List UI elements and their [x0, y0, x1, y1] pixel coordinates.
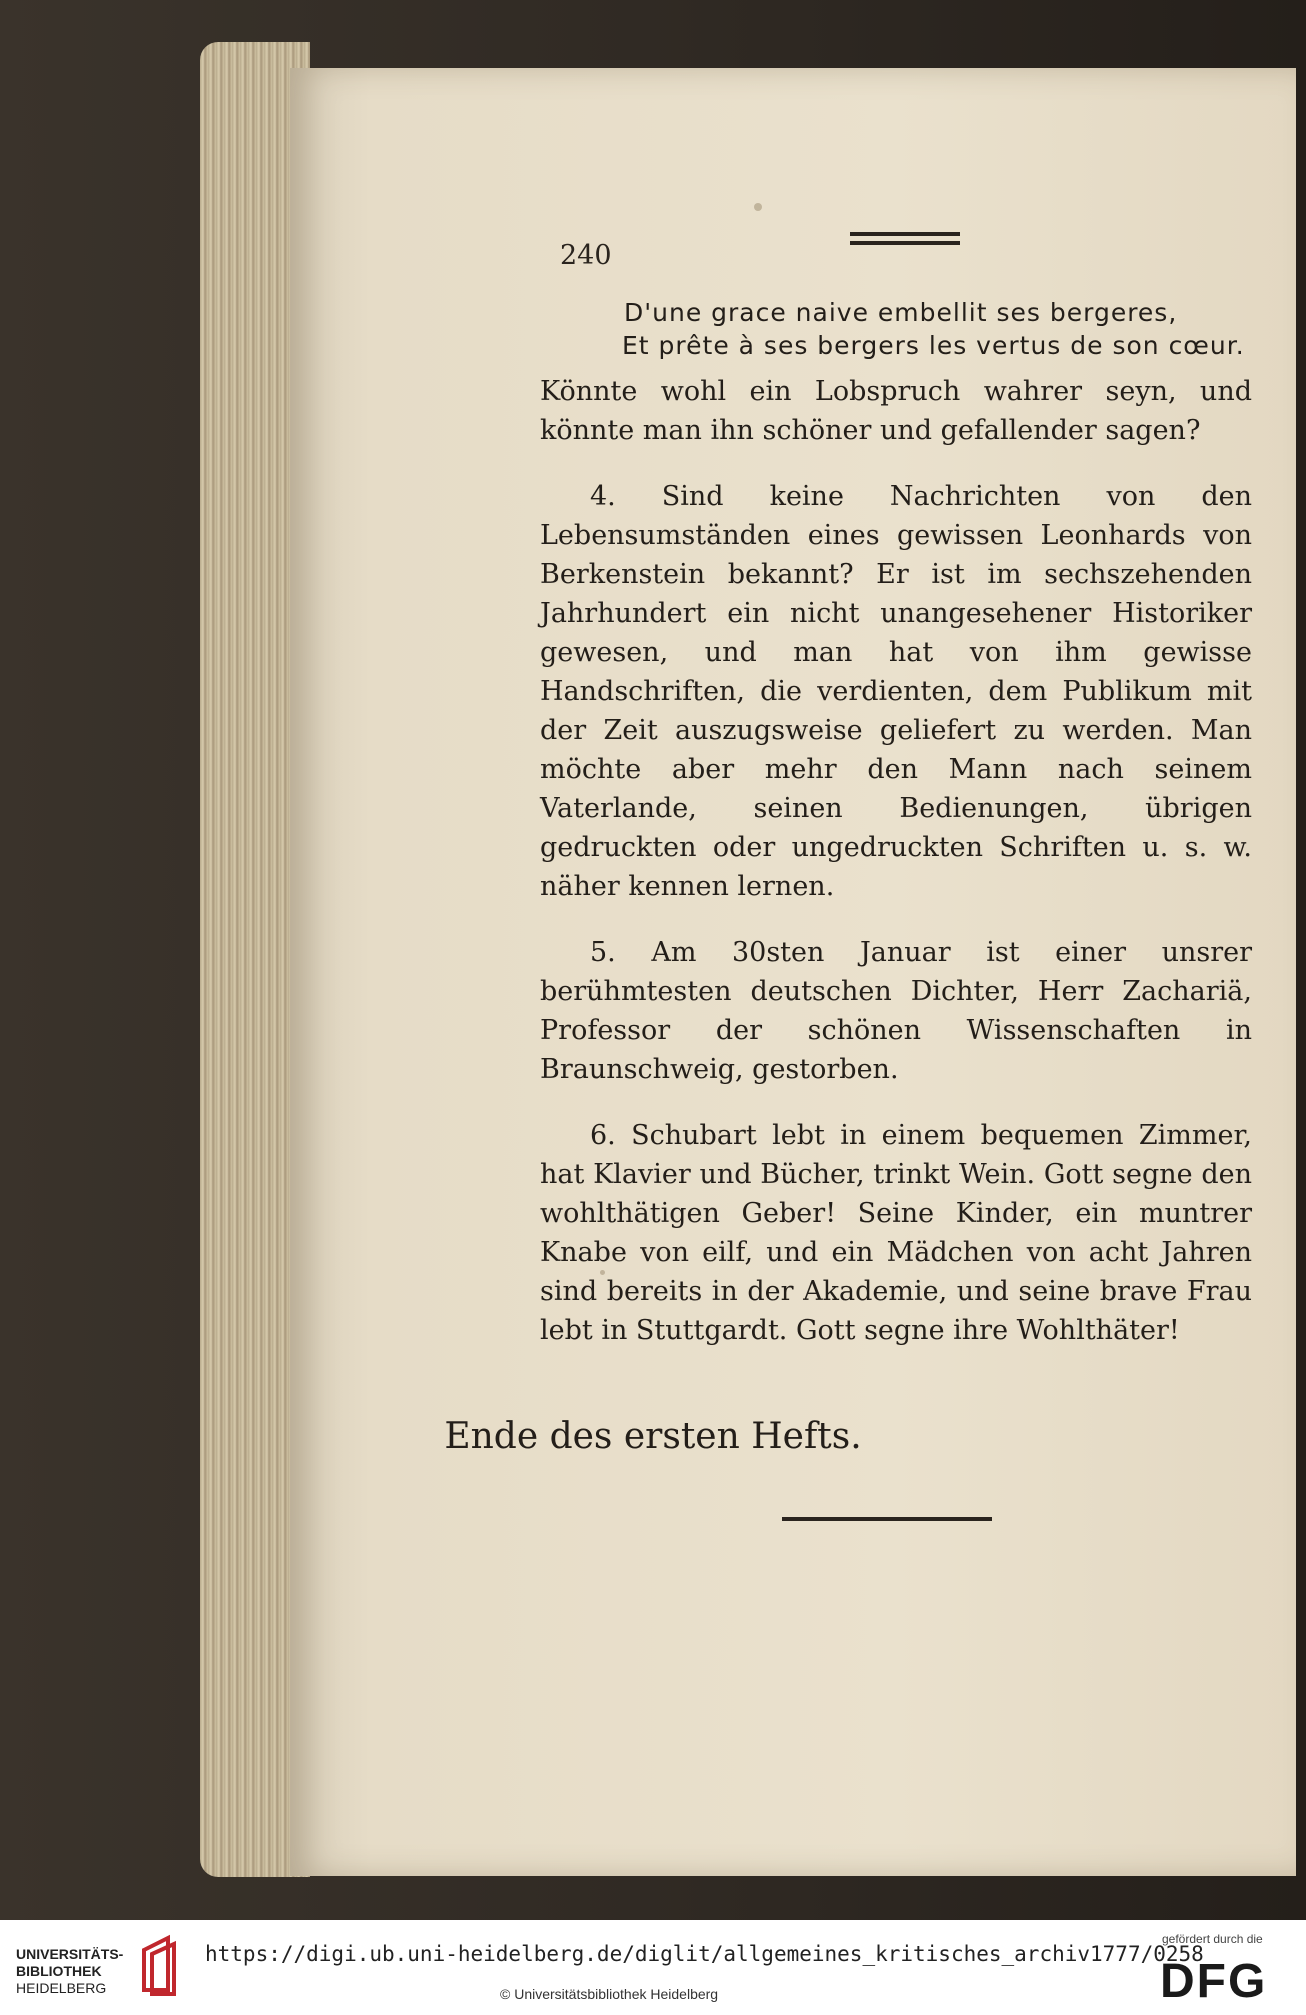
- closing-line: Ende des ersten Hefts.: [444, 1416, 862, 1457]
- library-line: UNIVERSITÄTS-: [16, 1946, 124, 1962]
- page-number: 240: [560, 240, 612, 271]
- page-text: [540, 296, 1252, 1377]
- library-logo-icon: [138, 1932, 178, 1996]
- header-rule: [850, 232, 960, 250]
- copyright-notice: © Universitätsbibliothek Heidelberg: [500, 1986, 719, 2002]
- library-name: [16, 1946, 123, 1997]
- paragraph-praise: Könnte wohl ein Lobspruch wahrer seyn, und könnte man ihn schöner und gefallender sagen?: [540, 376, 1252, 446]
- funding-note: gefördert durch die: [1162, 1932, 1263, 1946]
- paper-spot: [754, 203, 762, 211]
- verse-line: D'une grace naive embellit ses bergeres,: [624, 298, 1178, 327]
- dfg-logo: DFG: [1160, 1955, 1268, 2008]
- closing-rule: [782, 1517, 992, 1521]
- paragraph-6-schubart: 6. Schubart lebt in einem bequemen Zimmer, hat Klavier und Bücher, trinkt Wein. Gott segne den wohlthätigen Geber! Seine Kinder, ein muntrer Knabe von eilf, und ein Mädchen von acht Jahren sind bereits in der Akademie, und seine brave Frau lebt in Stuttgardt. Gott segne ihre Wohlthäter!: [540, 1120, 1252, 1346]
- viewer-footer: [0, 1920, 1306, 2015]
- french-verse: [540, 296, 1252, 362]
- library-line: HEIDELBERG: [16, 1980, 107, 1996]
- paragraph-5-zachariae: 5. Am 30sten Januar ist einer unsrer berühmtesten deutschen Dichter, Herr Zachariä, Professor der schönen Wissenschaften in Braunschweig, gestorben.: [540, 937, 1252, 1085]
- library-line: BIBLIOTHEK: [16, 1963, 102, 1979]
- paragraph-4-berkenstein: 4. Sind keine Nachrichten von den Lebensumständen eines gewissen Leonhards von Berkenstein bekannt? Er ist im sechszehenden Jahrhundert ein nicht unangesehener Historiker gewesen, und man hat von ihm gewisse Handschriften, die verdienten, dem Publikum mit der Zeit auszugsweise geliefert zu werden. Man möchte aber mehr den Mann nach seinem Vaterlande, seinen Bedienungen, übrigen gedruckten oder ungedruckten Schriften u. s. w. näher kennen lernen.: [540, 481, 1252, 902]
- permalink-url[interactable]: https://digi.ub.uni-heidelberg.de/diglit/allgemeines_kritisches_archiv1777/0258: [205, 1942, 1204, 1966]
- verse-line: Et prête à ses bergers les vertus de son cœur.: [622, 331, 1245, 360]
